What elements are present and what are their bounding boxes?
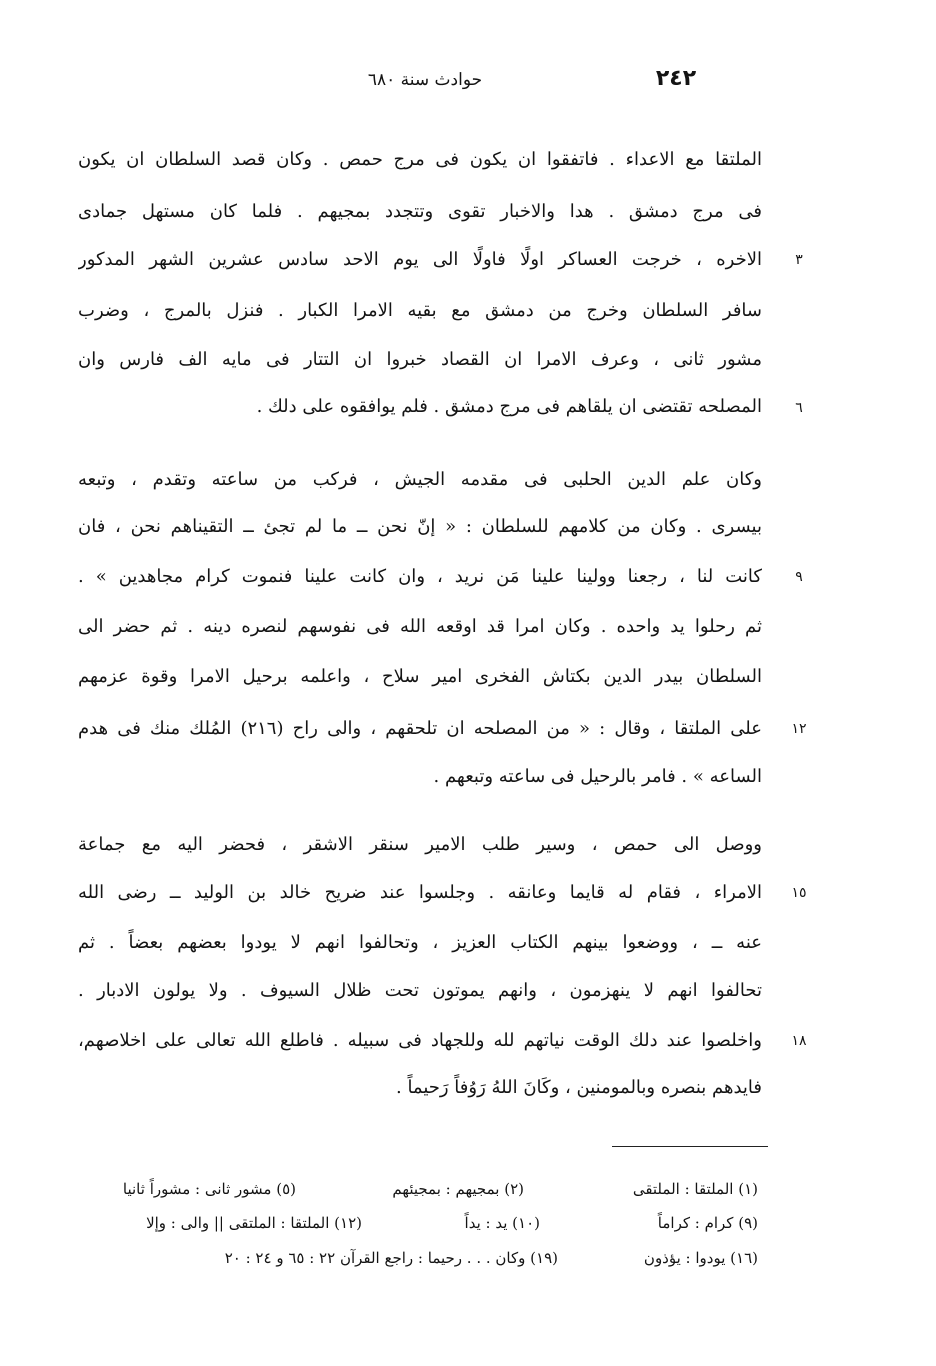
line-number: ١٥ <box>791 885 807 901</box>
line-number: ١٨ <box>791 1033 807 1049</box>
footnote: (١٩) وكان . . . رحيما : راجع القرآن ٢٢ : ٦٥ و ٢٤ : ٢٠ <box>224 1249 558 1267</box>
text-line: تحالفوا انهم لا ينهزمون ، وانهم يموتون تحت ظلال السيوف . ولا يولون الادبار . <box>78 980 762 1001</box>
text-line: عنه ــ ، ووضعوا بينهم الكتاب العزيز ، وتحالفوا انهم لا يودوا بعضهم بعضاً . ثم <box>78 932 762 953</box>
text-line: ووصل الى حمص ، وسير طلب الامير سنقر الاشقر ، فحضر اليه مع جماعة <box>78 834 762 855</box>
footnote-separator <box>612 1146 768 1147</box>
footnote: (١) الملتقا : الملتقى <box>632 1180 758 1198</box>
text-line: مشور ثانى ، وعرف الامرا ان القصاد خبروا ان التتار فى مايه الف فارس وان <box>78 349 762 370</box>
text-line: ثم رحلوا يد واحده . وكان امرا قد اوقعه الله فى نفوسهم لنصره دينه . ثم حضر الى <box>78 616 762 637</box>
line-number: ١٢ <box>791 721 807 737</box>
footnote: (١٢) الملتقا : الملتقى || والى : وإلا <box>146 1214 362 1232</box>
text-line: واخلصوا عند دلك الوقت نياتهم لله وللجهاد فى سبيله . فاطلع الله تعالى على اخلاصهم، <box>78 1030 762 1051</box>
text-line: الساعه » . فامر بالرحيل فى ساعته وتبعهم . <box>433 766 762 787</box>
line-number: ٣ <box>795 252 803 268</box>
running-title: حوادث سنة ٦٨٠ <box>367 70 483 90</box>
text-line: سافر السلطان وخرج من دمشق مع بقيه الامرا الكبار . فنزل بالمرج ، وضرب <box>78 300 762 321</box>
page-number: ٢٤٢ <box>655 66 697 91</box>
text-line: المصلحه تقتضى ان يلقاهم فى مرج دمشق . فلم يوافقوه على دلك . <box>256 396 762 417</box>
footnote: (١٠) يد : يداً <box>464 1214 540 1232</box>
footnote: (٢) بمجيهم : بمجيئهم <box>392 1180 524 1198</box>
text-line: الملتقا مع الاعداء . فاتفقوا ان يكون فى مرج حمص . وكان قصد السلطان ان يكون <box>78 149 762 170</box>
text-line: الامراء ، فقام له قايما وعانقه . وجلسوا عند ضريح خالد بن الوليد ــ رضى الله <box>78 882 762 903</box>
text-line: الاخره ، خرجت العساكر اولًا فاولًا الى يوم الاحد سادس عشرين الشهر المدكور <box>78 249 762 270</box>
text-line: كانت لنا ، رجعنا وولينا علينا مَن نريد ، وان كانت علينا فنموت كرام مجاهدين » . <box>78 566 762 587</box>
text-line: على الملتقا ، وقال : « من المصلحه ان تلحقهم ، والى راح (٢١٦) المُلك منك فى هدم <box>78 718 762 739</box>
text-line: فى مرج دمشق . هدا والاخبار تقوى وتتجدد بمجيهم . فلما كان مستهل جمادى <box>78 201 762 222</box>
text-line: السلطان بيدر الدين بكتاش الفخرى امير سلاح ، واعلمه برحيل الامرا وقوة عزمهم <box>78 666 762 687</box>
line-number: ٩ <box>795 569 803 585</box>
footnote: (٥) مشور ثانى : مشوراً ثانيا <box>122 1180 296 1198</box>
text-line: وكان علم الدين الحلبى فى مقدمه الجيش ، فركب من ساعته وتقدم ، وتبعه <box>78 469 762 490</box>
footnote: (٩) كرام : كراماً <box>657 1214 758 1232</box>
line-number: ٦ <box>795 400 803 416</box>
footnote: (١٦) يودوا : يؤذون <box>643 1249 758 1267</box>
text-line: فايدهم بنصره وبالمومنين ، وكَانَ اللهُ رَوُفاً رَحيماً . <box>396 1077 762 1098</box>
text-line: بيسرى . وكان من كلامهم للسلطان : « إنّ نحن ــ ما لم تجئ ــ التقيناهم نحن ، فان <box>78 516 762 537</box>
